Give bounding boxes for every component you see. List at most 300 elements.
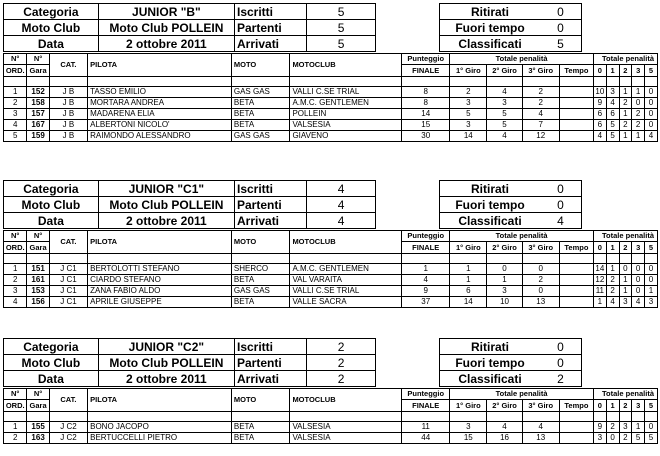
col-ord: ORD. [4,65,27,77]
gara-cell: 155 [27,422,49,433]
header-label: Moto Club [4,20,99,36]
results-table [3,388,658,444]
gara-cell: 156 [27,297,49,308]
giro3-cell: 13 [522,433,559,444]
col-tempo: Tempo [559,65,593,77]
tempo-cell [559,87,593,98]
spacer-cell [522,254,559,264]
tempo-cell [559,264,593,275]
col-giro1: 1° Giro [450,65,487,77]
col-pen-p0: 0 [593,400,606,412]
motoclub-cell: VALLE SACRA [290,297,402,308]
giro3-cell: 4 [522,422,559,433]
moto-cell: GAS GAS [231,286,290,297]
pen-p5-cell: 1 [645,286,658,297]
summary-label: Ritirati [440,181,541,197]
pen-p0-cell: 11 [593,286,606,297]
col-pen-p1: 1 [606,242,619,254]
pen-p2-cell: 3 [619,297,632,308]
summary-value: 2 [540,371,582,387]
gara-cell: 157 [27,109,49,120]
finale-cell: 8 [402,98,450,109]
finale-cell: 14 [402,109,450,120]
giro3-cell: 7 [522,120,559,131]
ord-cell: 1 [4,422,27,433]
finale-cell: 37 [402,297,450,308]
table-row [4,264,658,275]
pen-p5-cell: 0 [645,120,658,131]
pen-p5-cell: 0 [645,422,658,433]
spacer-cell [290,254,402,264]
col-n: N° [27,54,49,65]
pen-p3-cell: 0 [632,98,645,109]
header-count: 2 [307,371,376,387]
pen-p2-cell: 1 [619,275,632,286]
moto-cell: BETA [231,120,290,131]
col-totale-penalita-giri: Totale penalità [450,231,594,242]
moto-cell: GAS GAS [231,131,290,142]
pilota-cell: ZANA FABIO ALDO [88,286,232,297]
col-punteggio: Punteggio [402,231,450,242]
summary-label: Fuori tempo [440,20,541,36]
spacer-cell [606,77,619,87]
header-value: JUNIOR "B" [98,4,234,20]
pilota-cell: ALBERTONI NICOLO' [88,120,232,131]
pilota-cell: APRILE GIUSEPPE [88,297,232,308]
col-giro3: 3° Giro [522,400,559,412]
col-n: N° [27,389,49,400]
spacer-cell [450,77,487,87]
cat-cell: J B [49,109,87,120]
pen-p1-cell: 6 [606,109,619,120]
header-count-label: Arrivati [235,371,307,387]
giro2-cell: 4 [487,87,522,98]
summary-value: 0 [540,181,582,197]
pen-p5-cell: 0 [645,109,658,120]
spacer-cell [4,77,27,87]
pen-p1-cell: 4 [606,98,619,109]
col-giro1: 1° Giro [450,400,487,412]
giro2-cell: 3 [487,286,522,297]
col-pen-p5: 5 [645,400,658,412]
results-table [3,230,658,308]
header-value: 2 ottobre 2011 [98,213,234,229]
spacer-cell [606,254,619,264]
header-count-label: Partenti [235,355,307,371]
gara-cell: 152 [27,87,49,98]
pen-p5-cell: 0 [645,98,658,109]
spacer-cell [4,412,27,422]
gara-cell: 163 [27,433,49,444]
header-count-label: Arrivati [235,213,307,229]
col-ord: ORD. [4,400,27,412]
tempo-cell [559,286,593,297]
moto-cell: BETA [231,275,290,286]
col-finale: FINALE [402,242,450,254]
spacer-cell [522,412,559,422]
finale-cell: 8 [402,87,450,98]
giro2-cell: 5 [487,109,522,120]
col-n: N° [4,54,27,65]
pen-p0-cell: 1 [593,297,606,308]
col-giro2: 2° Giro [487,242,522,254]
ord-cell: 4 [4,120,27,131]
pilota-cell: CIARDO STEFANO [88,275,232,286]
ord-cell: 1 [4,264,27,275]
giro3-cell: 2 [522,98,559,109]
col-pilota: PILOTA [88,389,232,412]
table-row [4,286,658,297]
col-pen-p1: 1 [606,400,619,412]
pen-p1-cell: 2 [606,275,619,286]
motoclub-cell: VAL VARAITA [290,275,402,286]
pen-p1-cell: 2 [606,286,619,297]
header-value: 2 ottobre 2011 [98,371,234,387]
giro3-cell: 0 [522,264,559,275]
spacer-cell [632,412,645,422]
moto-cell: BETA [231,98,290,109]
col-totale-penalita-giri: Totale penalità [450,54,594,65]
table-row [4,109,658,120]
header-value: JUNIOR "C1" [98,181,234,197]
summary-box [439,338,582,387]
table-row [4,422,658,433]
col-pen-p2: 2 [619,400,632,412]
spacer-cell [88,77,232,87]
spacer-cell [632,254,645,264]
ord-cell: 4 [4,297,27,308]
col-giro3: 3° Giro [522,242,559,254]
pen-p5-cell: 0 [645,264,658,275]
pen-p0-cell: 10 [595,87,605,96]
pen-p1-cell: 4 [606,297,619,308]
pen-p0-cell: 9 [593,98,606,109]
motoclub-cell: GIAVENO [290,131,402,142]
giro2-cell: 4 [487,131,522,142]
spacer-cell [487,412,522,422]
header-label: Data [4,371,99,387]
header-count: 4 [307,213,376,229]
summary-label: Classificati [440,371,541,387]
spacer-cell [27,254,49,264]
pen-p1-cell: 1 [606,264,619,275]
giro1-cell: 14 [450,131,487,142]
summary-box [439,3,582,52]
cat-cell: J C2 [49,422,87,433]
pen-p1-cell: 5 [606,131,619,142]
col-ord: ORD. [4,242,27,254]
tempo-cell [559,109,593,120]
spacer-cell [593,412,606,422]
pen-p2-cell: 2 [619,98,632,109]
spacer-cell [522,77,559,87]
giro1-cell: 15 [450,433,487,444]
giro1-cell: 6 [450,286,487,297]
col-totale-penalita: Totale penalità [593,389,657,400]
pilota-cell: BERTOLOTTI STEFANO [88,264,232,275]
summary-label: Fuori tempo [440,355,541,371]
gara-cell: 167 [27,120,49,131]
col-cat: CAT. [49,389,87,412]
tempo-cell [559,297,593,308]
spacer-cell [88,254,232,264]
col-finale: FINALE [402,400,450,412]
pen-p0-cell: 3 [593,433,606,444]
col-cat: CAT. [49,54,87,77]
pen-p0-cell: 6 [593,109,606,120]
cat-cell: J C1 [49,264,87,275]
col-pilota: PILOTA [88,54,232,77]
pen-p5-cell: 4 [645,131,658,142]
pen-p2-cell: 1 [619,131,632,142]
header-value: Moto Club POLLEIN [98,20,234,36]
motoclub-cell: VALLI C.SE TRIAL [290,87,402,98]
col-pen-p3: 3 [632,65,645,77]
giro3-cell: 13 [522,297,559,308]
col-motoclub: MOTOCLUB [290,389,402,412]
summary-value: 0 [540,4,582,20]
spacer-cell [402,77,450,87]
spacer-cell [231,77,290,87]
cat-cell: J B [49,87,87,98]
cat-cell: J B [49,120,87,131]
pen-p3-cell: 1 [632,87,645,98]
header-value: Moto Club POLLEIN [98,197,234,213]
header-count: 2 [307,355,376,371]
moto-cell: SHERCO [231,264,290,275]
giro1-cell: 1 [450,275,487,286]
header-count: 4 [307,181,376,197]
header-label: Moto Club [4,355,99,371]
col-cat: CAT. [49,231,87,254]
table-row [4,87,658,98]
col-giro2: 2° Giro [487,65,522,77]
spacer-cell [27,412,49,422]
col-pilota: PILOTA [88,231,232,254]
header-count-label: Partenti [235,20,307,36]
cat-cell: J B [49,131,87,142]
cat-cell: J B [49,98,87,109]
spacer-cell [632,77,645,87]
col-n: N° [27,231,49,242]
col-giro2: 2° Giro [487,400,522,412]
finale-cell: 15 [402,120,450,131]
pen-p0-cell: 12 [595,275,605,284]
moto-cell: BETA [231,433,290,444]
finale-cell: 1 [402,264,450,275]
finale-cell: 30 [402,131,450,142]
col-pen-p5: 5 [645,65,658,77]
section-header [3,180,376,229]
gara-cell: 151 [27,264,49,275]
spacer-cell [559,254,593,264]
ord-cell: 2 [4,98,27,109]
summary-label: Ritirati [440,339,541,355]
summary-label: Classificati [440,36,541,52]
motoclub-cell: VALSESIA [290,433,402,444]
gara-cell: 153 [27,286,49,297]
header-count: 5 [307,36,376,52]
col-tempo: Tempo [559,242,593,254]
giro1-cell: 2 [450,87,487,98]
cat-cell: J C1 [49,275,87,286]
ord-cell: 2 [4,433,27,444]
spacer-cell [450,254,487,264]
spacer-cell [645,412,658,422]
summary-value: 0 [540,355,582,371]
section-header [3,3,376,52]
spacer-cell [49,77,87,87]
spacer-cell [290,412,402,422]
col-giro1: 1° Giro [450,242,487,254]
col-pen-p2: 2 [619,242,632,254]
spacer-cell [4,254,27,264]
pilota-cell: BERTUCCELLI PIETRO [88,433,232,444]
pilota-cell: MADARENA ELIA [88,109,232,120]
header-count-label: Iscritti [235,339,307,355]
pilota-cell: MORTARA ANDREA [88,98,232,109]
spacer-cell [290,77,402,87]
pen-p3-cell: 0 [632,264,645,275]
header-label: Data [4,213,99,229]
spacer-cell [593,254,606,264]
spacer-cell [231,412,290,422]
cat-cell: J C2 [49,433,87,444]
giro1-cell: 3 [450,422,487,433]
ord-cell: 1 [4,87,27,98]
moto-cell: GAS GAS [231,87,290,98]
motoclub-cell: POLLEIN [290,109,402,120]
col-motoclub: MOTOCLUB [290,54,402,77]
giro1-cell: 3 [450,98,487,109]
pen-p1-cell: 2 [606,422,619,433]
giro1-cell: 5 [450,109,487,120]
table-row [4,275,658,286]
pen-p3-cell: 1 [632,131,645,142]
col-moto: MOTO [231,54,290,77]
tempo-cell [559,131,593,142]
moto-cell: BETA [231,297,290,308]
summary-value: 0 [540,197,582,213]
pen-p2-cell: 2 [619,433,632,444]
moto-cell: BETA [231,109,290,120]
summary-label: Ritirati [440,4,541,20]
ord-cell: 2 [4,275,27,286]
pen-p3-cell: 4 [632,297,645,308]
header-value: JUNIOR "C2" [98,339,234,355]
col-punteggio: Punteggio [402,54,450,65]
spacer-cell [487,254,522,264]
header-count-label: Arrivati [235,36,307,52]
summary-value: 5 [540,36,582,52]
pilota-cell: RAIMONDO ALESSANDRO [88,131,232,142]
pen-p2-cell: 2 [619,120,632,131]
table-row [4,433,658,444]
giro1-cell: 1 [450,264,487,275]
pen-p1-cell: 3 [606,87,619,98]
spacer-cell [49,412,87,422]
pen-p0-cell: 14 [595,264,605,273]
pen-p1-cell: 0 [606,433,619,444]
header-count-label: Iscritti [235,4,307,20]
header-label: Categoria [4,339,99,355]
header-count-label: Partenti [235,197,307,213]
section-header [3,338,376,387]
spacer-cell [27,77,49,87]
spacer-cell [619,412,632,422]
spacer-cell [606,412,619,422]
finale-cell: 44 [402,433,450,444]
giro2-cell: 1 [487,275,522,286]
giro2-cell: 0 [487,264,522,275]
giro3-cell: 4 [522,109,559,120]
pen-p0-cell: 9 [593,422,606,433]
table-row [4,297,658,308]
header-label: Moto Club [4,197,99,213]
pen-p3-cell: 0 [632,275,645,286]
spacer-cell [402,412,450,422]
table-row [4,120,658,131]
tempo-cell [559,422,593,433]
tempo-cell [559,98,593,109]
col-gara: Gara [27,242,49,254]
giro2-cell: 3 [487,98,522,109]
col-n: N° [4,231,27,242]
gara-cell: 161 [27,275,49,286]
spacer-cell [619,254,632,264]
giro3-cell: 0 [522,286,559,297]
spacer-cell [487,77,522,87]
cat-cell: J C1 [49,286,87,297]
giro2-cell: 4 [487,422,522,433]
col-totale-penalita: Totale penalità [593,231,657,242]
tempo-cell [559,275,593,286]
tempo-cell [559,433,593,444]
col-tempo: Tempo [559,400,593,412]
motoclub-cell: VALSESIA [290,120,402,131]
spacer-cell [231,254,290,264]
col-motoclub: MOTOCLUB [290,231,402,254]
spacer-cell [645,254,658,264]
pen-p5-cell: 3 [645,297,658,308]
header-count: 5 [307,20,376,36]
spacer-cell [559,412,593,422]
pilota-cell: TASSO EMILIO [88,87,232,98]
spacer-cell [450,412,487,422]
header-value: 2 ottobre 2011 [98,36,234,52]
pen-p2-cell: 3 [619,422,632,433]
col-pen-p0: 0 [593,242,606,254]
pilota-cell: BONO JACOPO [88,422,232,433]
col-finale: FINALE [402,65,450,77]
col-totale-penalita-giri: Totale penalità [450,389,594,400]
summary-label: Classificati [440,213,541,229]
cat-cell: J C1 [49,297,87,308]
tempo-cell [559,120,593,131]
col-totale-penalita: Totale penalità [593,54,657,65]
col-n: N° [4,389,27,400]
pen-p3-cell: 1 [632,422,645,433]
spacer-cell [593,77,606,87]
summary-label: Fuori tempo [440,197,541,213]
gara-cell: 158 [27,98,49,109]
spacer-cell [645,77,658,87]
spacer-cell [49,254,87,264]
pen-p1-cell: 5 [606,120,619,131]
pen-p0-cell: 6 [593,120,606,131]
pen-p3-cell: 5 [632,433,645,444]
pen-p2-cell: 0 [619,264,632,275]
